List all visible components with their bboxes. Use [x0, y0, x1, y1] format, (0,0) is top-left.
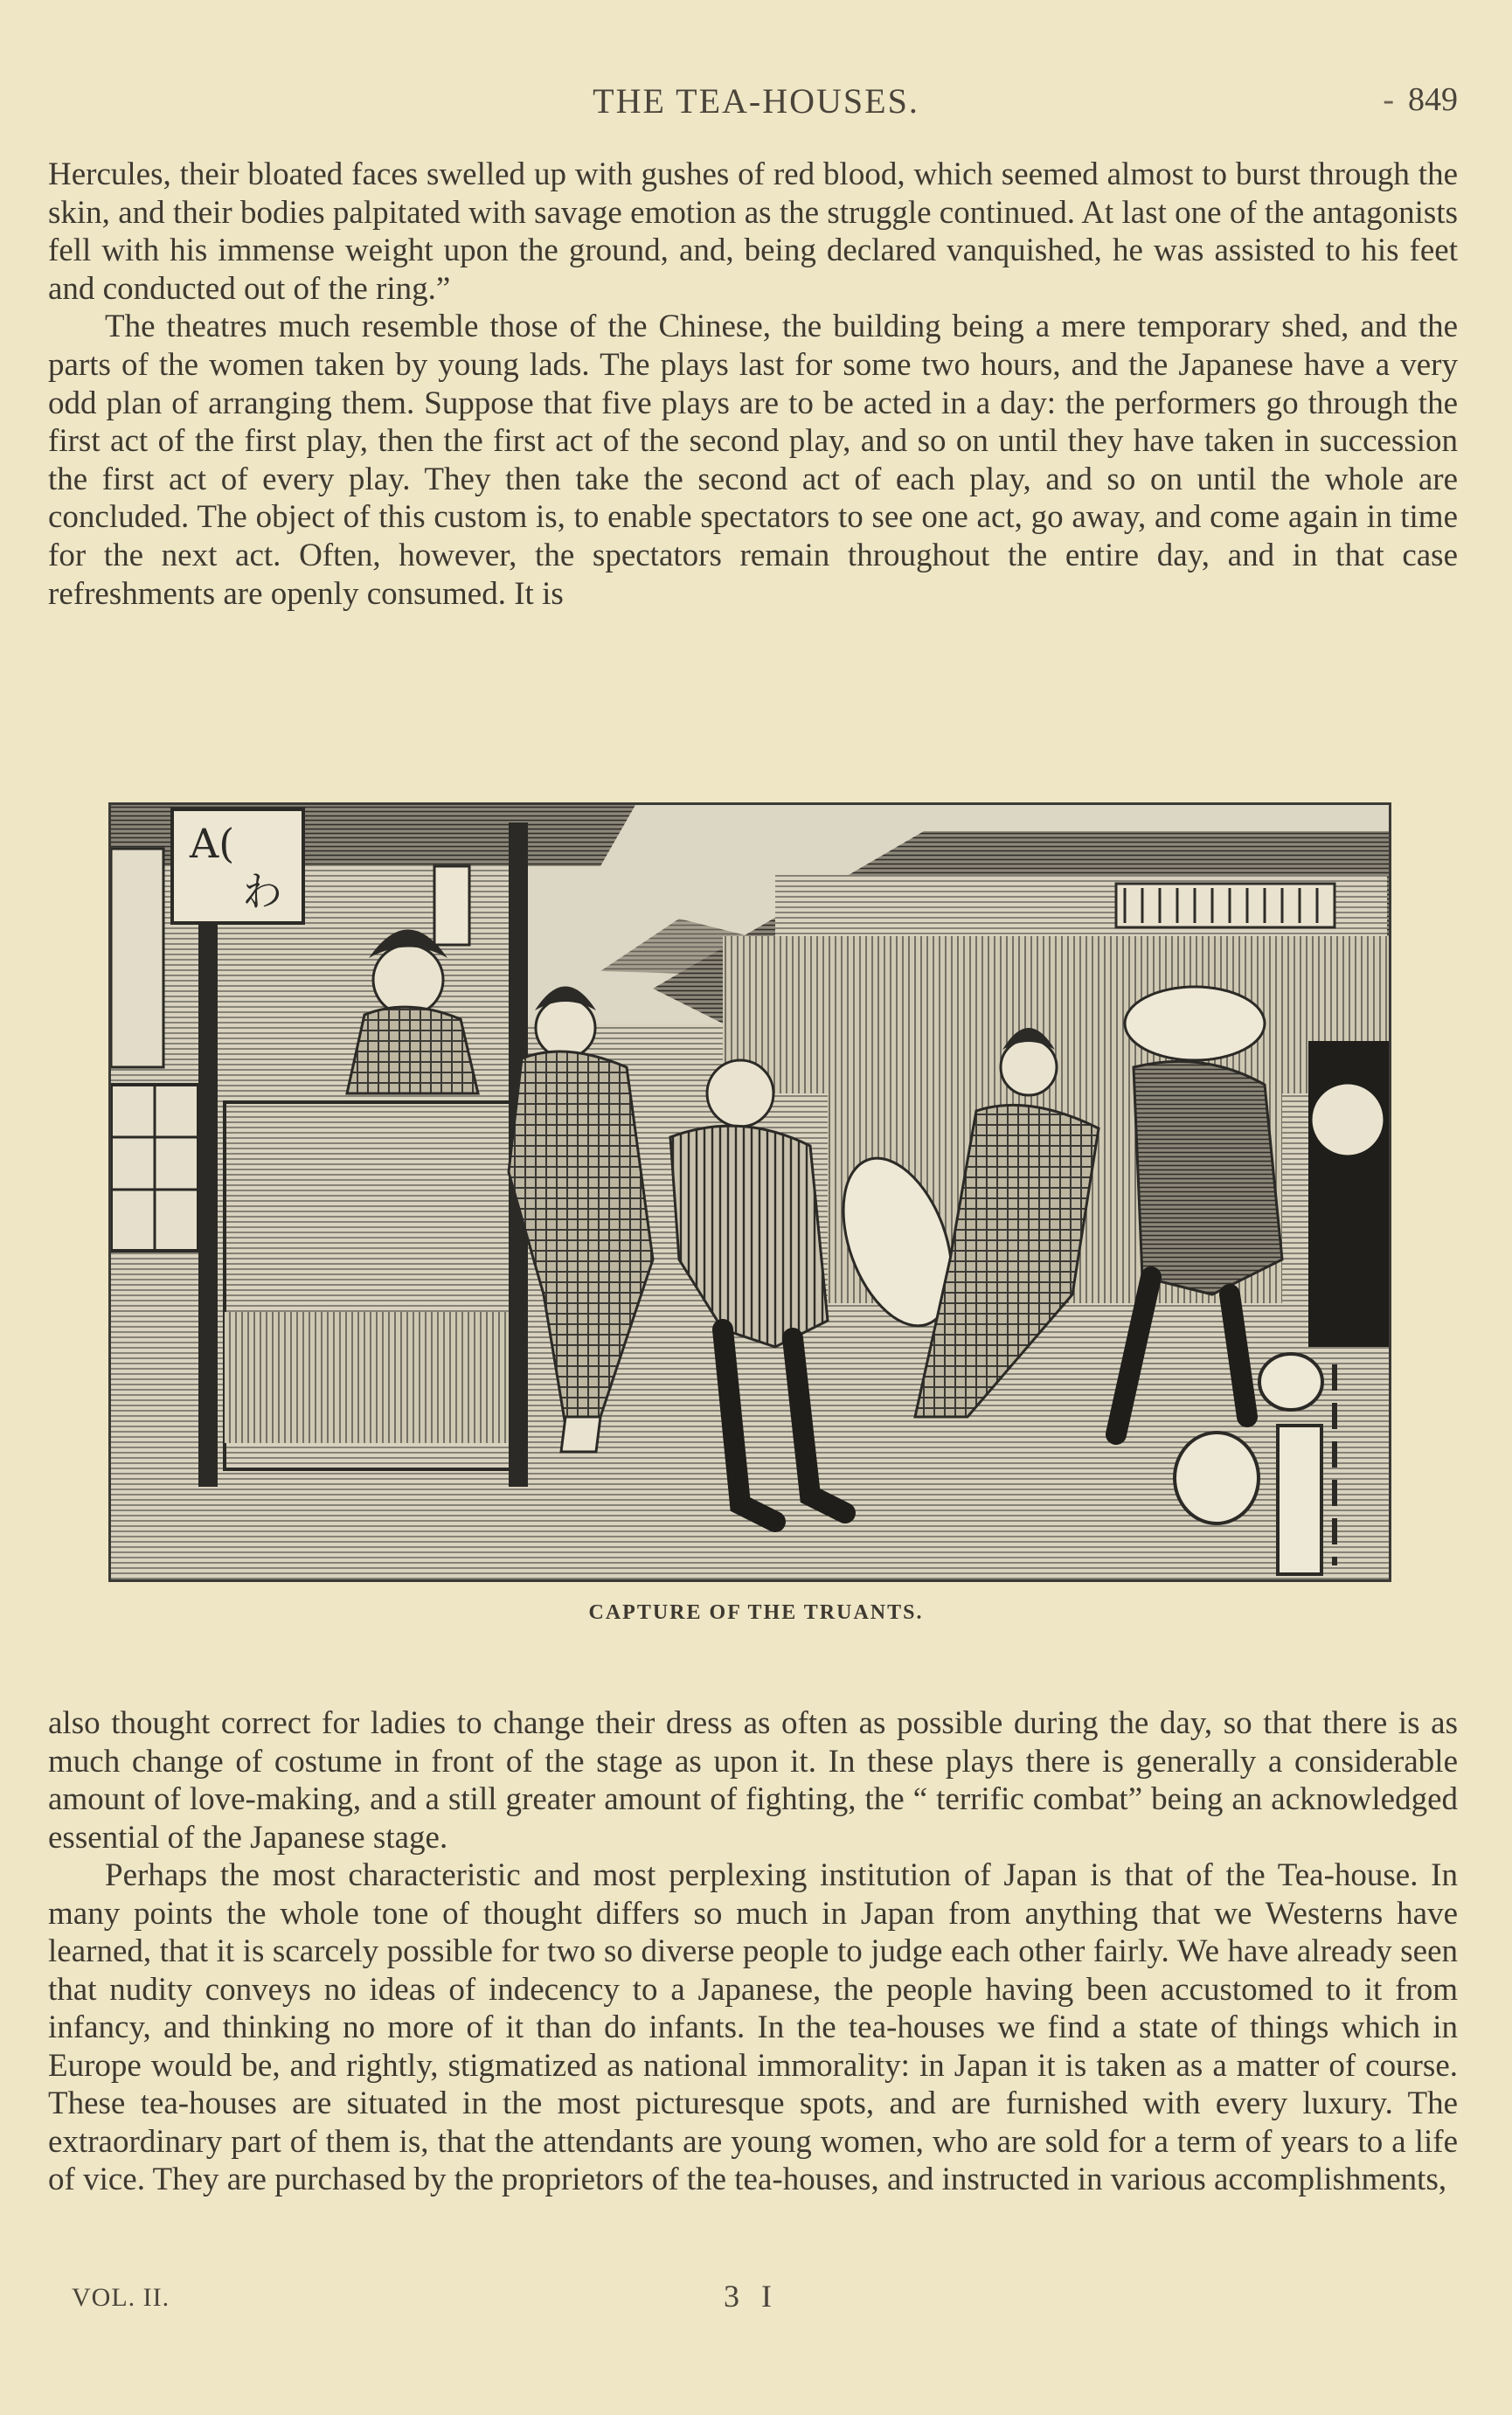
svg-text:A(: A( [190, 820, 235, 867]
illustration-capture-of-the-truants [108, 802, 1391, 1582]
body-text-bottom [48, 1704, 1458, 2199]
paragraph: also thought correct for ladies to change their dress as often as possible during the day, so that there is as much change of costume in front of the stage as upon it. In these plays there is generally a considerable amount of love-making, and a still greater amount of fighting, the “ terrific combat” being an acknowledged essential of the Japanese stage. [48, 1705, 1458, 1856]
page-number: 849 [1408, 81, 1458, 118]
page-number-dash: - [1383, 81, 1394, 118]
woodcut-illustration [111, 805, 1389, 1579]
paragraph: The theatres much resemble those of the Chinese, the building being a mere temporary shed, and the parts of the women taken by young lads. The plays last for some two hours, and the Japanese have a very odd plan of arranging them. Suppose that five plays are to be acted in a day: the performers go through the first act of the first play, then the first act of the second play, and so on until they have taken in succession the first act of every play. They then take the second act of each play, and so on until the whole are concluded. The object of this custom is, to enable spectators to see one act, go away, and come again in time for the next act. Often, however, the spectators remain throughout the entire day, and in that case refreshments are openly consumed. It is [48, 309, 1458, 612]
running-title: THE TEA-HOUSES. [593, 81, 919, 121]
running-head [0, 80, 1512, 124]
svg-text:わ: わ [242, 868, 282, 915]
paragraph: Hercules, their bloated faces swelled up with gushes of red blood, which seemed almost to burst through the skin, and their bodies palpitated with savage emotion as the struggle continued. At last one of the antagonists fell with his immense weight upon the ground, and, being declared vanquished, he was assisted to his feet and conducted out of the ring.” [48, 156, 1458, 307]
figure-caption: CAPTURE OF THE TRUANTS. [588, 1601, 924, 1624]
paragraph: Perhaps the most characteristic and most perplexing institution of Japan is that of the Tea-house. In many points the whole tone of thought differs so much in Japan from anything that we Westerns have learned, that it is scarcely possible for two so diverse people to judge each other fairly. We have already seen that nudity conveys no ideas of indecency to a Japanese, the people having been accustomed to it from infancy, and thinking no more of it than do infants. In the tea-houses we find a state of things which in Europe would be, and rightly, stigmatized as national immorality: in Japan it is taken as a matter of course. These tea-houses are situated in the most picturesque spots, and are furnished with every luxury. The extraordinary part of them is, that the attendants are young women, who are sold for a term of years to a life of vice. They are purchased by the proprietors of the tea-houses, and instructed in various accomplishments, [48, 1857, 1458, 2197]
page-footer [0, 2279, 1512, 2318]
body-text-top [48, 156, 1458, 613]
volume-label: VOL. II. [72, 2283, 170, 2312]
signature-mark: 3 I [724, 2279, 779, 2314]
